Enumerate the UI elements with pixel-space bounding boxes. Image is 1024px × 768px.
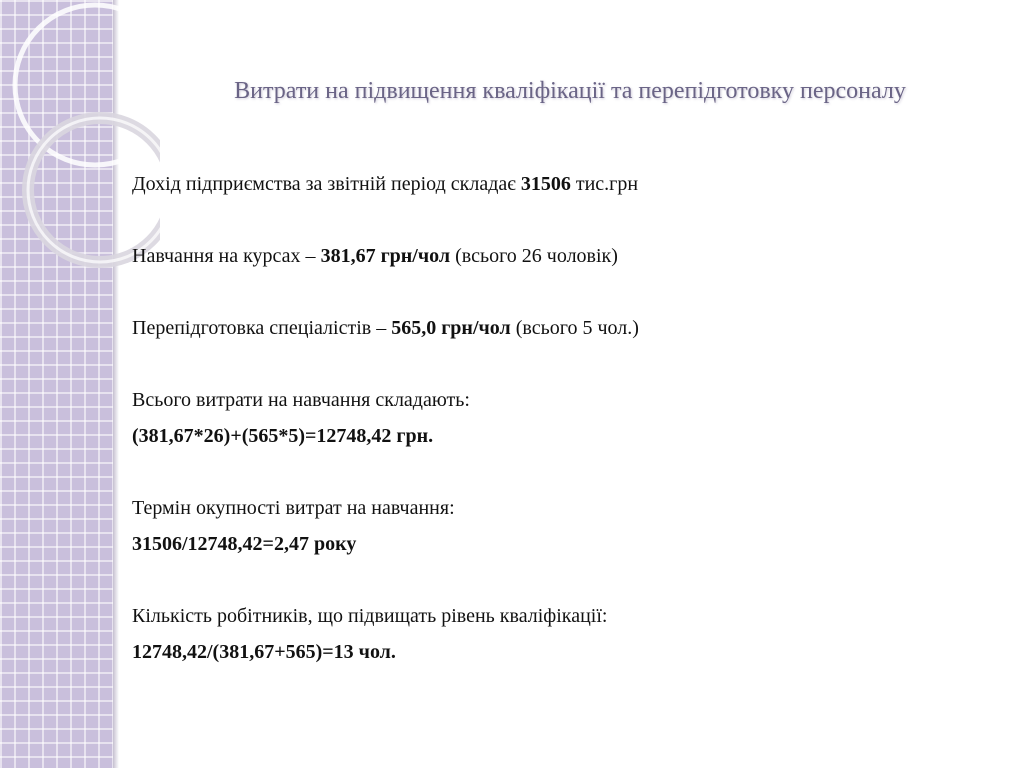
payback-formula-text: 31506/12748,42=2,47 року bbox=[132, 533, 357, 555]
courses-line bbox=[132, 238, 992, 274]
spacer bbox=[132, 562, 992, 598]
workers-formula bbox=[132, 634, 992, 670]
total-formula-text: (381,67*26)+(565*5)=12748,42 грн. bbox=[132, 425, 434, 447]
courses-prefix: Навчання на курсах – bbox=[132, 245, 321, 267]
slide-body bbox=[132, 166, 992, 670]
payback-label: Термін окупності витрат на навчання: bbox=[132, 497, 455, 519]
courses-value: 381,67 грн/чол bbox=[320, 245, 451, 267]
total-formula bbox=[132, 418, 992, 454]
income-suffix: тис.грн bbox=[570, 173, 639, 195]
payback-formula bbox=[132, 526, 992, 562]
workers-formula-text: 12748,42/(381,67+565)=13 чол. bbox=[132, 641, 396, 663]
retraining-value: 565,0 грн/чол bbox=[391, 317, 511, 339]
workers-label: Кількість робітників, що підвищать рівень кваліфікації: bbox=[132, 605, 608, 627]
slide-title: Витрати на підвищення кваліфікації та перепідготовку персоналу bbox=[234, 78, 906, 104]
retraining-prefix: Перепідготовка спеціалістів – bbox=[132, 317, 392, 339]
ring-outer bbox=[15, 5, 160, 165]
spacer bbox=[132, 274, 992, 310]
income-value: 31506 bbox=[520, 173, 571, 195]
spacer bbox=[132, 454, 992, 490]
retraining-line bbox=[132, 310, 992, 346]
spacer bbox=[132, 202, 992, 238]
total-label: Всього витрати на навчання складають: bbox=[132, 389, 470, 411]
retraining-suffix: (всього 5 чол.) bbox=[510, 317, 639, 339]
spacer bbox=[132, 346, 992, 382]
courses-suffix: (всього 26 чоловік) bbox=[450, 245, 618, 267]
income-line bbox=[132, 166, 992, 202]
income-prefix: Дохід підприємства за звітній період складає bbox=[132, 173, 521, 195]
